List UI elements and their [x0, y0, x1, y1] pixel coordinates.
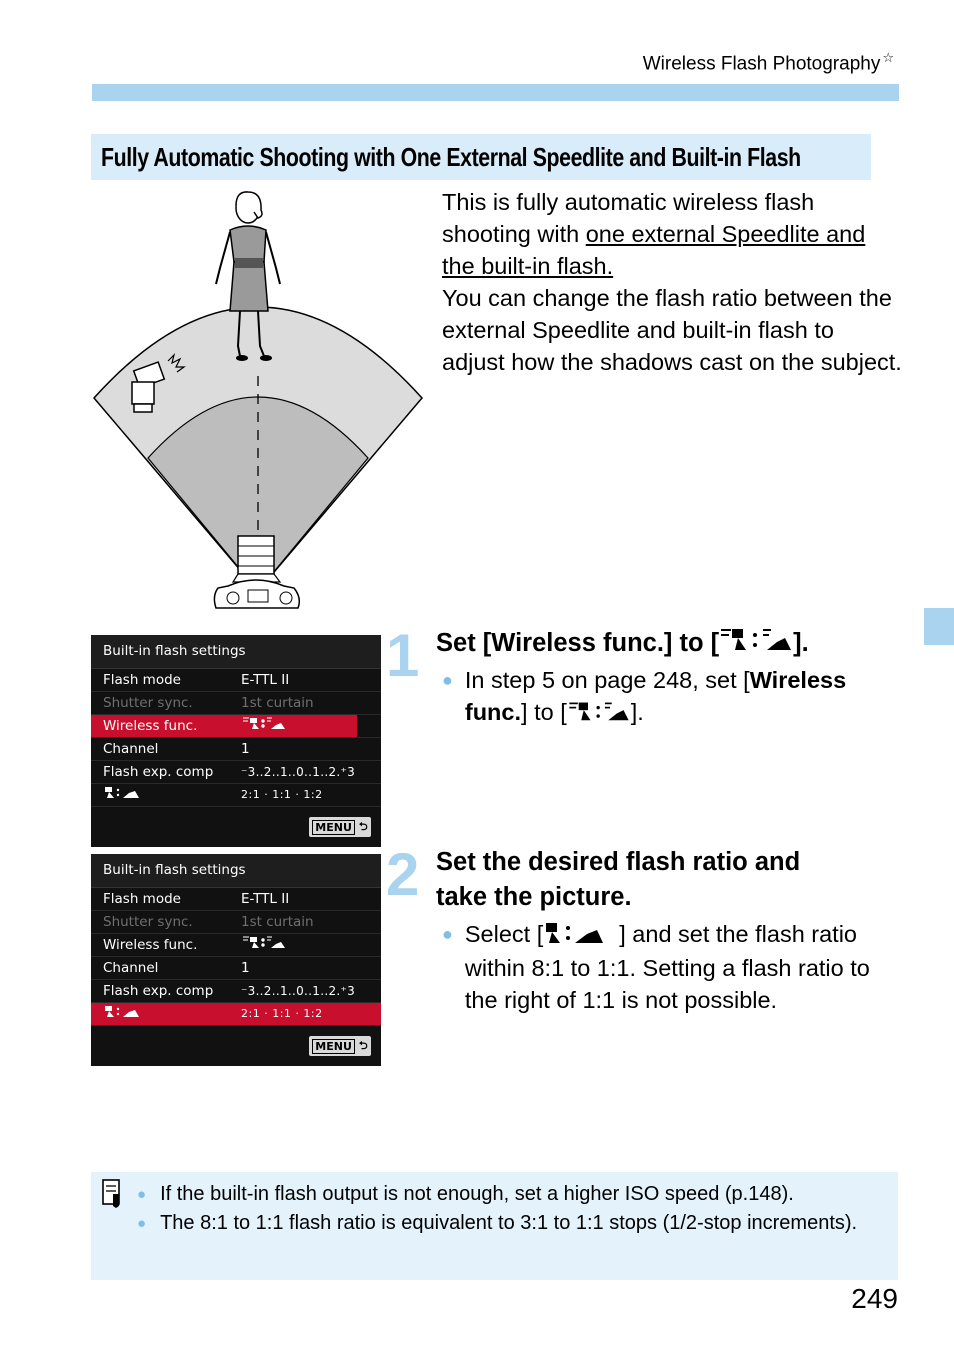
menu-button-label: MENU — [312, 820, 355, 835]
return-icon: ⮌ — [358, 819, 368, 833]
row-label: Channel — [103, 960, 159, 976]
menu-row-channel[interactable] — [91, 738, 381, 761]
step-2-bullet-prefix: Select [ — [464, 921, 544, 947]
intro-line-3 — [442, 250, 902, 282]
header-accent-bar — [92, 84, 899, 101]
step-1-bullet-mid: ] to [ — [521, 699, 567, 725]
row-value: ⁻3..2..1..0..1..2.⁺3 — [241, 984, 356, 998]
bullet-icon: ● — [137, 1215, 147, 1232]
menu-row-flash-exp-comp[interactable] — [91, 761, 381, 784]
step-1-bullet-suffix: ]. — [630, 699, 644, 725]
screen-footer — [91, 1026, 381, 1066]
wireless-func-icon — [719, 626, 793, 662]
row-value: 1st curtain — [241, 695, 314, 711]
menu-button[interactable] — [309, 817, 371, 837]
row-value: E-TTL II — [241, 891, 290, 907]
step-2-title — [436, 845, 896, 915]
row-label: Wireless func. — [103, 718, 198, 734]
step-1-title — [436, 626, 809, 662]
note-text: The 8:1 to 1:1 flash ratio is equivalent to 3:1 to 1:1 stops (1/2-stop increments). — [160, 1212, 858, 1234]
step-1-bullet — [442, 664, 902, 730]
row-value: 2:1 · 1:1 · 1:2 — [241, 1007, 323, 1020]
ratio-icon — [103, 1003, 241, 1025]
step-2-title-line-1: Set the desired flash ratio and — [436, 848, 801, 876]
step-1-bullet-bold: Wireless func. — [464, 667, 847, 725]
bullet-icon: ● — [442, 924, 453, 944]
row-value: E-TTL II — [241, 672, 290, 688]
menu-row-shutter-sync[interactable] — [91, 692, 381, 715]
menu-row-flash-exp-comp[interactable] — [91, 980, 381, 1003]
ratio-icon — [103, 784, 241, 806]
screen-title: Built-in flash settings — [91, 854, 381, 888]
step-1-title-prefix: Set [Wireless func.] to [ — [436, 629, 720, 657]
star-icon: ☆ — [882, 50, 894, 65]
running-head-text: Wireless Flash Photography — [642, 53, 881, 75]
row-value: 2:1 · 1:1 · 1:2 — [241, 788, 323, 801]
row-label: Flash mode — [103, 672, 181, 688]
menu-row-shutter-sync[interactable] — [91, 911, 381, 934]
menu-button[interactable] — [309, 1036, 371, 1056]
row-label: Flash mode — [103, 891, 181, 907]
step-1-bullet-prefix: In step 5 on page 248, set [ — [464, 667, 750, 693]
screen-footer — [91, 807, 381, 847]
bullet-icon: ● — [137, 1186, 147, 1203]
row-label: Shutter sync. — [103, 914, 193, 930]
intro-line-1: This is fully automatic wireless flash — [442, 189, 815, 215]
menu-row-flash-mode[interactable] — [91, 669, 381, 692]
camera-screen-step-2 — [91, 854, 381, 1066]
intro-paragraph-2: You can change the flash ratio between the external Speedlite and built-in flash to adjust how the shadows cast on the subject. — [442, 285, 902, 375]
page-number: 249 — [851, 1283, 898, 1314]
menu-row-flash-ratio[interactable] — [91, 1003, 381, 1026]
wireless-func-icon — [241, 934, 381, 956]
wireless-func-icon — [241, 715, 381, 737]
step-2-bullet — [442, 918, 902, 1016]
intro-line-2-start: shooting with — [442, 221, 586, 247]
row-value: 1 — [241, 960, 250, 976]
row-label: Flash exp. comp — [103, 983, 214, 999]
menu-row-wireless-func[interactable] — [91, 934, 381, 957]
intro-text — [442, 186, 902, 378]
ratio-icon — [543, 920, 619, 952]
return-icon: ⮌ — [358, 1038, 368, 1052]
row-label: Wireless func. — [103, 937, 198, 953]
row-value: ⁻3..2..1..0..1..2.⁺3 — [241, 765, 356, 779]
row-value: 1 — [241, 741, 250, 757]
flash-coverage-diagram — [88, 186, 428, 616]
note-box — [91, 1172, 898, 1280]
step-2-bullet-suffix: ] and set the flash ratio within 8:1 to 1:1. Setting a flash ratio to the right of 1:1 is not possible. — [464, 921, 870, 1013]
intro-underlined-1: one external Speedlite and — [585, 221, 866, 247]
note-item — [137, 1180, 877, 1209]
menu-row-flash-ratio[interactable] — [91, 784, 381, 807]
running-head — [643, 50, 894, 75]
section-heading — [91, 134, 871, 180]
wireless-func-icon — [567, 698, 631, 730]
step-2-number: 2 — [386, 841, 420, 908]
intro-underlined-2: the built-in flash. — [442, 253, 614, 279]
row-label: Shutter sync. — [103, 695, 193, 711]
note-text: If the built-in flash output is not enough, set a higher ISO speed (p.148). — [160, 1183, 794, 1205]
row-value: 1st curtain — [241, 914, 314, 930]
menu-row-channel[interactable] — [91, 957, 381, 980]
memo-icon — [101, 1178, 123, 1208]
step-1-number: 1 — [386, 622, 420, 689]
screen-title: Built-in flash settings — [91, 635, 381, 669]
intro-line-2 — [442, 218, 902, 250]
menu-row-wireless-func[interactable] — [91, 715, 381, 738]
row-label: Flash exp. comp — [103, 764, 214, 780]
menu-row-flash-mode[interactable] — [91, 888, 381, 911]
chapter-tab — [924, 608, 954, 645]
section-heading-text: Fully Automatic Shooting with One External Speedlite and Built-in Flash — [101, 141, 801, 172]
step-1-title-suffix: ]. — [793, 629, 809, 657]
menu-button-label: MENU — [312, 1039, 355, 1054]
camera-screen-step-1 — [91, 635, 381, 847]
bullet-icon: ● — [442, 670, 453, 690]
row-label: Channel — [103, 741, 159, 757]
step-2-title-line-2: take the picture. — [436, 883, 632, 911]
note-item — [137, 1209, 877, 1238]
